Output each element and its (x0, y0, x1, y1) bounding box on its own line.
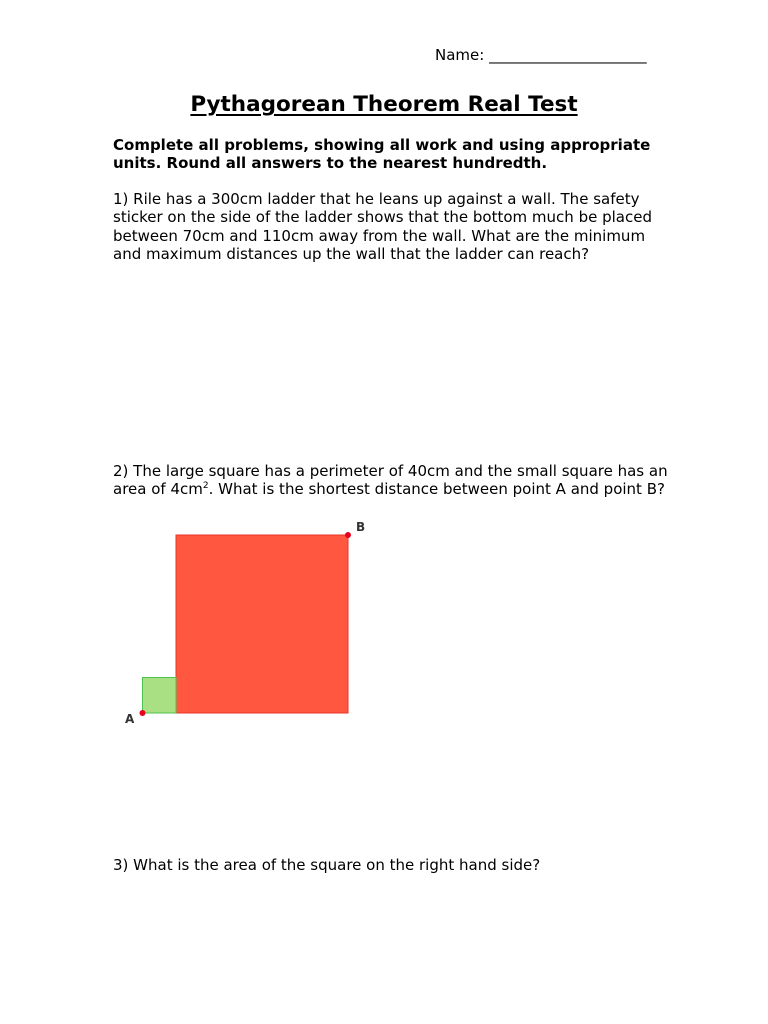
point-b-marker (345, 532, 351, 538)
large-square (176, 535, 348, 713)
point-b-label: B (356, 520, 366, 534)
name-label: Name: (435, 46, 490, 64)
question-2-superscript: 2 (202, 481, 209, 492)
name-blank[interactable]: _____________________ (489, 46, 647, 64)
small-square (143, 678, 177, 714)
question-2-text-after: . What is the shortest distance between point A and point B? (208, 480, 665, 499)
point-a-marker (140, 710, 146, 716)
point-a-label: A (125, 712, 135, 726)
test-instructions: Complete all problems, showing all work and using appropriate units. Round all answers to the nearest hundredth. (113, 136, 651, 173)
question-3: 3) What is the area of the square on the right hand side? (113, 856, 541, 874)
page-title: Pythagorean Theorem Real Test (190, 92, 578, 117)
question-2-text-before: 2) The large square has a perimeter of 40cm and the small square has an area of 4cm (113, 462, 668, 499)
question-1: 1) Rile has a 300cm ladder that he leans up against a wall. The safety sticker on the side of the ladder shows that the bottom much be placed between 70cm and 110cm away from the wall. What are the minimum and maximum distances up the wall that the ladder can reach? (113, 190, 652, 263)
